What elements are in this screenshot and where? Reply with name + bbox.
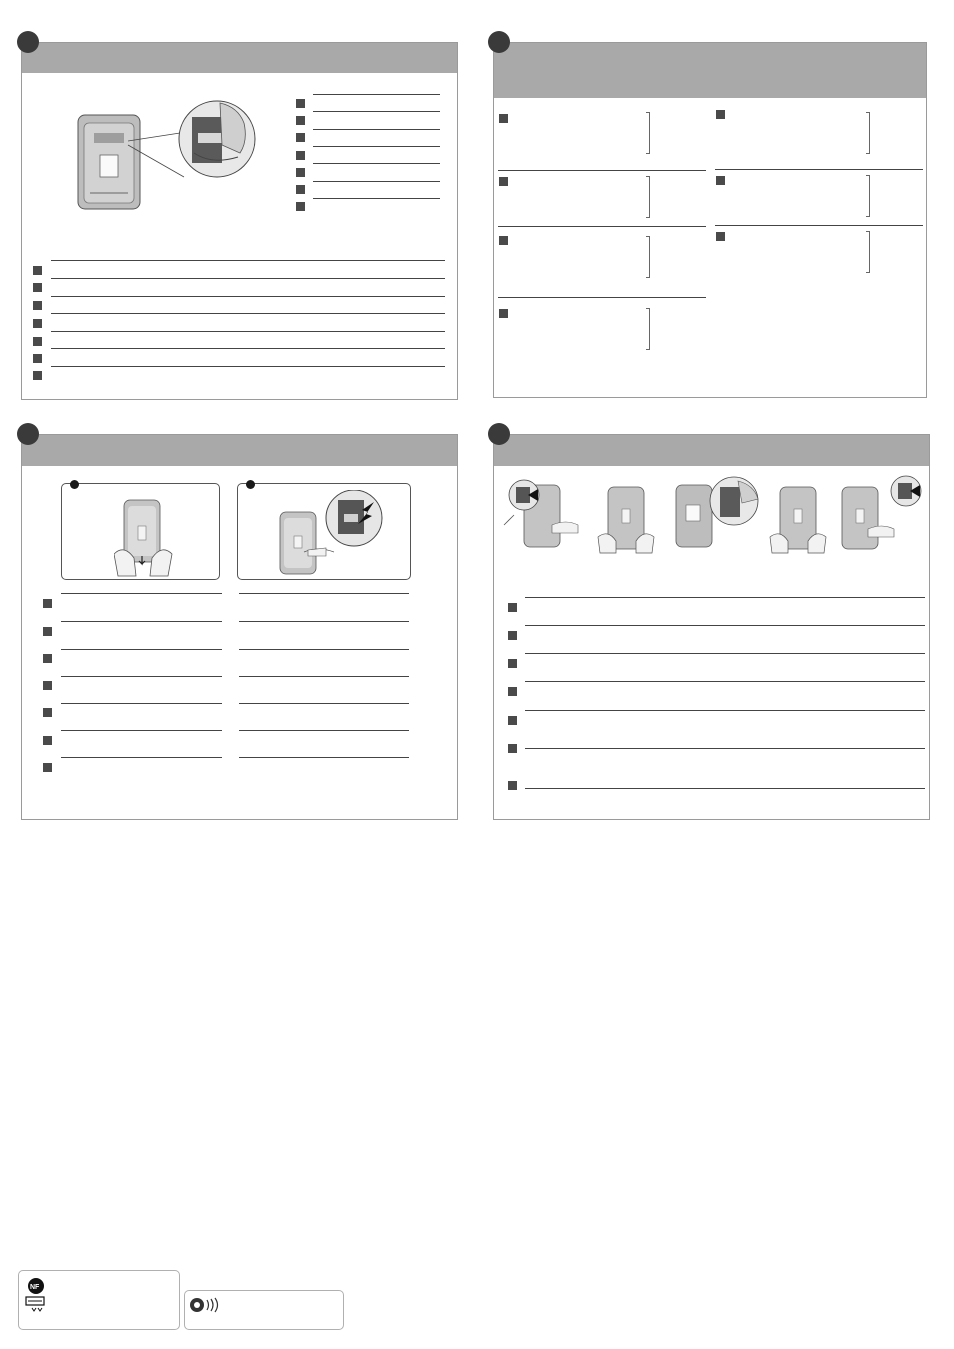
list-line [239, 676, 409, 677]
list-line [61, 593, 222, 594]
list-marker [33, 337, 42, 346]
legend-marker [296, 185, 305, 194]
list-marker [508, 781, 517, 790]
list-line [51, 278, 445, 279]
panel-4-header [494, 435, 929, 466]
list-line [525, 748, 925, 749]
legend-line [313, 94, 440, 95]
environment-box [184, 1290, 344, 1330]
list-line [61, 757, 222, 758]
list-marker [508, 659, 517, 668]
legend-line [313, 111, 440, 112]
group-bracket [646, 236, 650, 278]
list-line [239, 703, 409, 704]
group-marker [499, 309, 508, 318]
list-line [239, 621, 409, 622]
list-marker [43, 736, 52, 745]
list-line [61, 621, 222, 622]
list-line [61, 676, 222, 677]
legend-marker [296, 168, 305, 177]
legend-marker [296, 151, 305, 160]
list-marker [33, 301, 42, 310]
legend-line [313, 129, 440, 130]
list-marker [43, 599, 52, 608]
list-marker [33, 371, 42, 380]
legend-line [313, 146, 440, 147]
list-line [525, 788, 925, 789]
legend-marker [296, 116, 305, 125]
legend-line [313, 198, 440, 199]
legend-marker [296, 99, 305, 108]
group-marker [499, 114, 508, 123]
panel-1 [21, 42, 458, 400]
list-line [525, 597, 925, 598]
list-line [525, 625, 925, 626]
list-marker [508, 744, 517, 753]
list-line [61, 730, 222, 731]
list-line [239, 730, 409, 731]
list-line [239, 757, 409, 758]
group-bracket [866, 175, 870, 217]
group-marker [499, 236, 508, 245]
step-number-circle-4 [488, 423, 510, 445]
group-bracket [866, 231, 870, 273]
group-marker [716, 110, 725, 119]
svg-text:NF: NF [30, 1284, 40, 1291]
list-marker [43, 681, 52, 690]
step-number-circle-3 [17, 423, 39, 445]
legend-line [313, 163, 440, 164]
list-line [239, 593, 409, 594]
list-marker [508, 716, 517, 725]
legend-marker [296, 133, 305, 142]
list-line [51, 260, 445, 261]
list-marker [33, 283, 42, 292]
list-marker [43, 763, 52, 772]
list-line [51, 313, 445, 314]
list-marker [43, 708, 52, 717]
sub-view-a-marker [70, 480, 79, 489]
nf-certification-icon [25, 1277, 49, 1313]
list-marker [508, 631, 517, 640]
panel-2-header [494, 43, 926, 98]
list-marker [508, 687, 517, 696]
panel-3-header [22, 435, 457, 466]
list-marker [508, 603, 517, 612]
list-line [525, 710, 925, 711]
step-number-circle-2 [488, 31, 510, 53]
device-slide-zoom-illustration [278, 490, 408, 580]
legend-line [313, 181, 440, 182]
list-line [61, 703, 222, 704]
group-marker [499, 177, 508, 186]
group-divider [498, 226, 706, 227]
panel-3 [21, 434, 458, 820]
list-marker [33, 266, 42, 275]
list-marker [33, 319, 42, 328]
group-divider [715, 225, 923, 226]
group-divider [715, 169, 923, 170]
step-number-circle-1 [17, 31, 39, 53]
device-back-illustration [72, 93, 272, 263]
list-line [239, 649, 409, 650]
certification-box [18, 1270, 180, 1330]
group-bracket [646, 176, 650, 218]
list-marker [33, 354, 42, 363]
list-line [525, 653, 925, 654]
installation-sequence-illustration [502, 475, 927, 555]
panel-2 [493, 42, 927, 398]
list-line [51, 331, 445, 332]
legend-marker [296, 202, 305, 211]
list-marker [43, 654, 52, 663]
list-line [51, 296, 445, 297]
group-bracket [866, 112, 870, 154]
group-divider [498, 170, 706, 171]
list-line [525, 681, 925, 682]
group-divider [498, 297, 706, 298]
panel-1-header [22, 43, 457, 73]
device-front-hands-illustration [114, 498, 174, 578]
list-line [51, 348, 445, 349]
sub-view-b [237, 483, 411, 580]
group-bracket [646, 112, 650, 154]
list-line [51, 366, 445, 367]
group-marker [716, 176, 725, 185]
sub-view-a [61, 483, 220, 580]
panel-4 [493, 434, 930, 820]
list-marker [43, 627, 52, 636]
group-bracket [646, 308, 650, 350]
sub-view-b-marker [246, 480, 255, 489]
group-marker [716, 232, 725, 241]
list-line [61, 649, 222, 650]
recycling-icon [189, 1297, 223, 1313]
